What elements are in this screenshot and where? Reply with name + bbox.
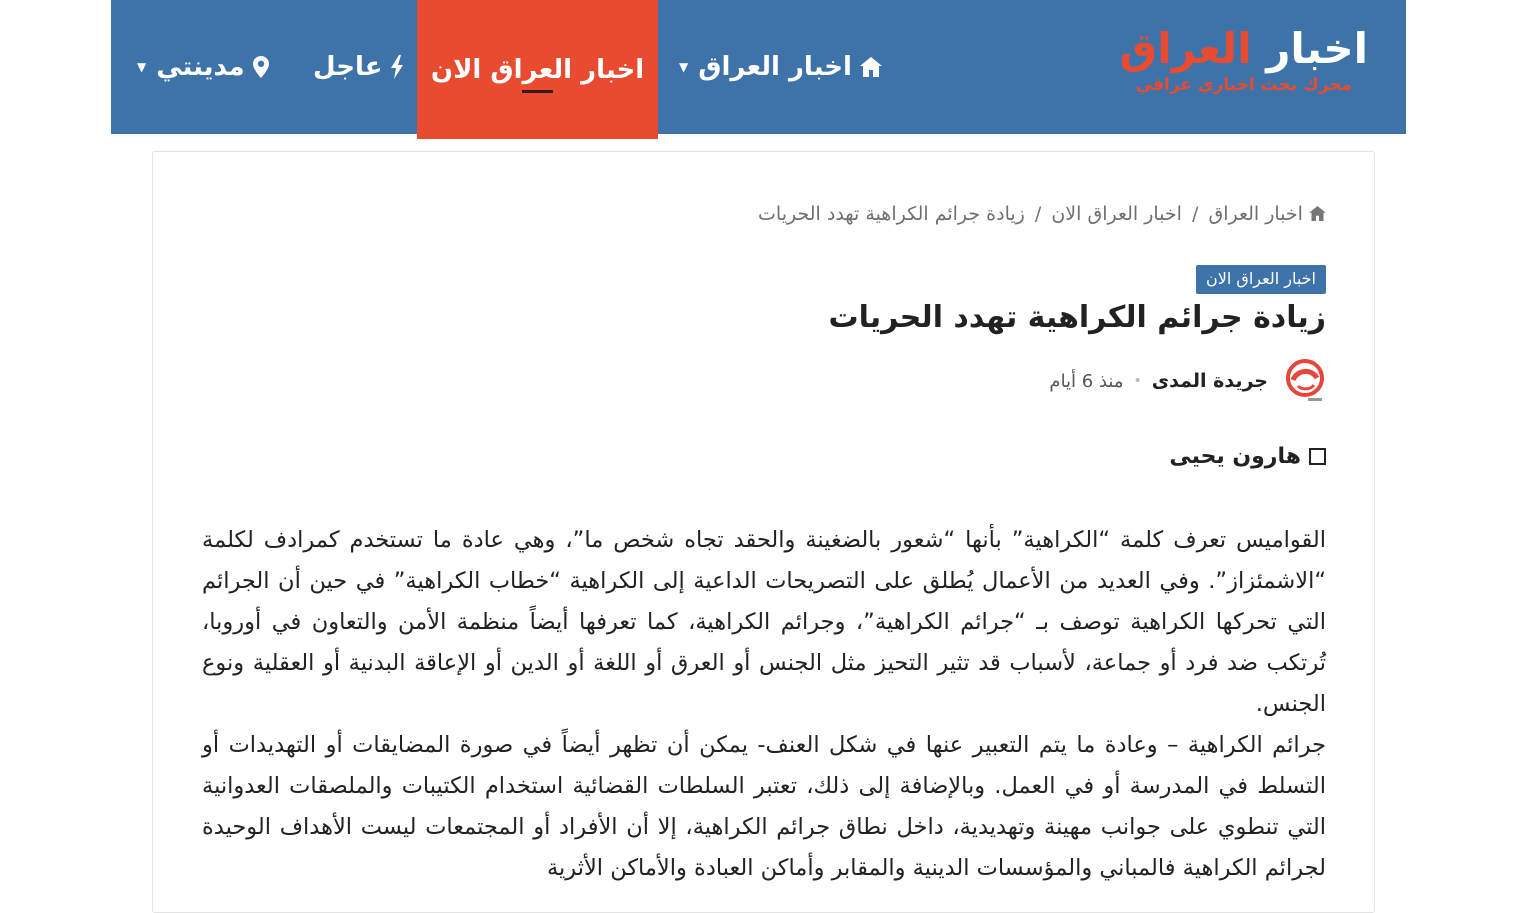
breadcrumb-home[interactable]: اخبار العراق [1208,203,1303,225]
source-logo-icon[interactable] [1284,358,1326,404]
nav-label-madinati: مدينتي [156,52,245,82]
home-icon [1309,204,1326,226]
breadcrumb-category[interactable]: اخبار العراق الان [1051,203,1182,225]
article-body [202,520,1326,889]
breadcrumb [758,203,1326,226]
site-logo[interactable] [1120,26,1368,96]
meta-dot: • [1133,373,1142,389]
breadcrumb-separator: / [1034,203,1042,225]
chevron-down-icon: ▼ [137,60,147,74]
active-underline [522,90,553,93]
article-meta [1049,356,1326,406]
logo-title [1120,26,1368,72]
chevron-down-icon: ▼ [679,60,689,74]
bolt-icon [390,55,404,79]
category-badge[interactable]: اخبار العراق الان [1196,265,1326,294]
home-icon [860,57,882,77]
nav-item-iraq-news-now[interactable] [417,0,658,139]
logo-subtitle: محرك بحث اخباري عراقي [1135,75,1353,95]
top-navbar [111,0,1406,134]
nav-item-breaking[interactable] [313,0,404,134]
publish-time: منذ 6 أيام [1049,370,1124,392]
source-name[interactable]: جريدة المدى [1151,370,1268,392]
nav-item-madinati[interactable] [137,0,269,134]
nav-label-iraq-news: اخبار العراق [698,52,852,82]
logo-title-part1: اخبار [1266,24,1368,73]
article-card [152,151,1375,913]
breadcrumb-current: زيادة جرائم الكراهية تهدد الحريات [758,203,1025,225]
logo-title-part2: العراق [1119,24,1252,73]
article-paragraph: القواميس تعرف كلمة “الكراهية” بأنها “شعور بالضغينة والحقد تجاه شخص ما”، وهي عادة ما تستخدم كمرادف لكلمة “الاشمئزاز”. وفي العديد من الأعمال يُطلق على التصريحات الداعية إلى الكراهية “خطاب الكراهية” في حين أن الجرائم التي تحركها الكراهية توصف بـ “جرائم الكراهية”، وجرائم الكراهية، كما تعرفها أيضاً منظمة الأمن والتعاون في أوروبا، تُرتكب ضد فرد أو جماعة، لأسباب قد تثير التحيز مثل الجنس أو العرق أو اللغة أو الدين أو الإعاقة البدنية أو العقلية ونوع الجنس. [202,527,1326,717]
map-marker-icon [253,56,269,78]
nav-label-breaking: عاجل [313,52,383,82]
breadcrumb-separator: / [1192,203,1199,225]
author-line [1169,444,1326,469]
nav-label-iraq-news-now: اخبار العراق الان [430,54,645,85]
nav-item-iraq-news[interactable] [679,0,882,134]
article-title: زيادة جرائم الكراهية تهدد الحريات [828,300,1326,335]
author-name: هارون يحيى [1169,444,1301,469]
article-paragraph: جرائم الكراهية – وعادة ما يتم التعبير عنها في شكل العنف- يمكن أن تظهر أيضاً في صورة المضايقات أو التهديدات أو التسلط في المدرسة أو في العمل. وبالإضافة إلى ذلك، تعتبر السلطات القضائية استخدام الكتيبات والملصقات العدوانية التي تنطوي على جوانب مهينة وتهديدية، داخل نطاق جرائم الكراهية، إلا أن الأفراد أو المجتمعات ليست الأهداف الوحيدة لجرائم الكراهية فالمباني والمؤسسات الدينية والمقابر وأماكن العبادة والأماكن الأثرية [202,732,1326,881]
square-bullet-icon [1309,448,1326,465]
